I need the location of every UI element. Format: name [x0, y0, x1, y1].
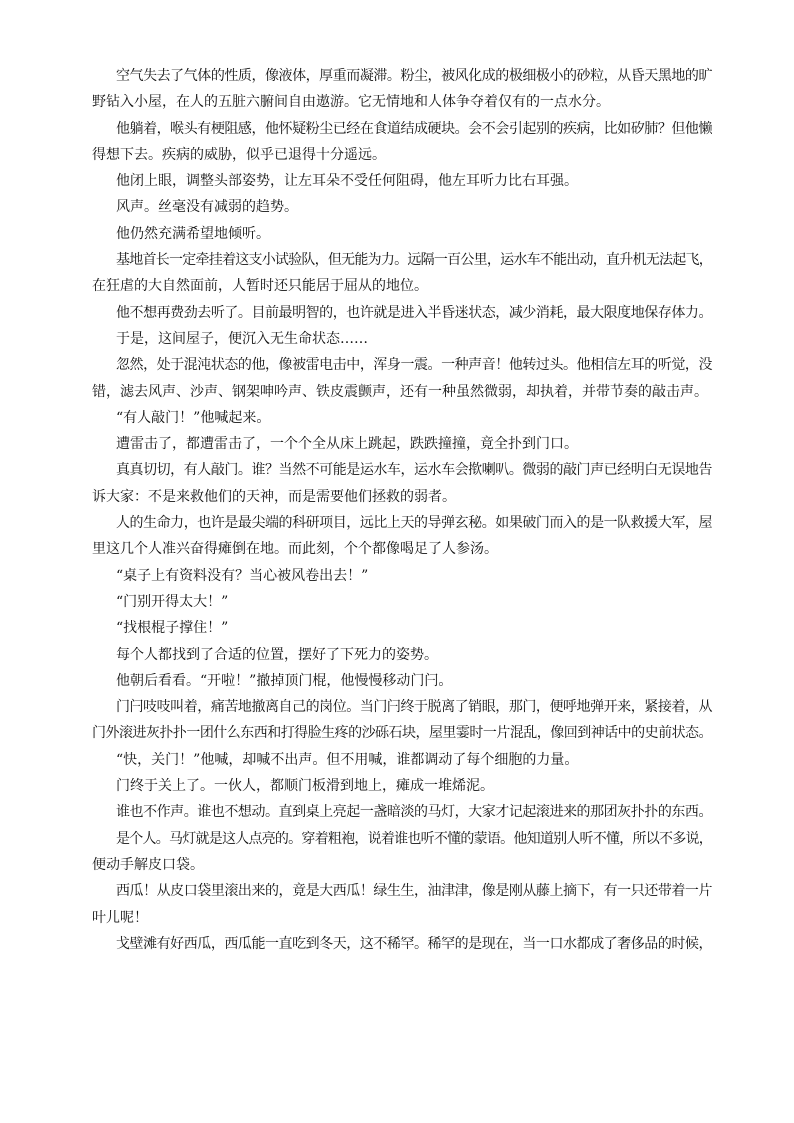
- text-line: “有人敲门！”他喊起来。: [116, 409, 271, 426]
- text-line: “门别开得太大！”: [116, 593, 229, 610]
- text-line: “桌子上有资料没有？当心被风卷出去！”: [116, 567, 369, 584]
- text-line: 忽然，处于混沌状态的他，像被雷电击中，浑身一震。一种声音！他转过头。他相信左耳的听觉，没: [116, 357, 712, 374]
- text-line: 戈壁滩有好西瓜，西瓜能一直吃到冬天，这不稀罕。稀罕的是现在，当一口水都成了奢侈品的时候，: [116, 935, 712, 952]
- text-line: 空气失去了气体的性质，像液体，厚重而凝滞。粉尘，被风化成的极细极小的砂粒，从昏天黑地的旷: [116, 68, 712, 84]
- text-line: 他闭上眼，调整头部姿势，让左耳朵不受任何阻碍，他左耳听力比右耳强。: [116, 173, 578, 190]
- text-line: 他仍然充满希望地倾听。: [116, 225, 270, 242]
- text-line: 每个人都找到了合适的位置，摆好了下死力的姿势。: [116, 646, 438, 663]
- text-line: 是个人。马灯就是这人点亮的。穿着粗袍，说着谁也听不懂的蒙语。他知道别人听不懂，所以不多说，: [116, 830, 712, 847]
- text-line: 他躺着，喉头有梗阻感，他怀疑粉尘已经在食道结成硬块。会不会引起别的疾病，比如矽肺？但他懒: [116, 120, 712, 137]
- text-line: 门闩吱吱叫着，痛苦地撤离自己的岗位。当门闩终于脱离了销眼，那门，便呼地弹开来，紧接着，从: [116, 699, 712, 716]
- text-line: 西瓜！从皮口袋里滚出来的，竟是大西瓜！绿生生，油津津，像是刚从藤上摘下，有一只还带着一片: [116, 883, 712, 900]
- text-line: 错，滤去风声、沙声、钢架呻吟声、铁皮震颤声，还有一种虽然微弱，却执着，并带节奏的敲击声。: [92, 383, 708, 400]
- text-line: 他朝后看看。“开啦！”撤掉顶门棍，他慢慢移动门闩。: [116, 672, 453, 689]
- text-line: 门外滚进灰扑扑一团什么东西和打得脸生疼的沙砾石块，屋里霎时一片混乱，像回到神话中的史前状态。: [92, 725, 712, 742]
- text-line: “找根棍子撑住！”: [116, 620, 229, 637]
- text-line: 于是，这间屋子，便沉入无生命状态……: [116, 330, 368, 347]
- text-line: 遭雷击了，都遭雷击了，一个个全从床上跳起，跌跌撞撞，竟全扑到门口。: [116, 436, 578, 453]
- text-line: 门终于关上了。一伙人，都顺门板滑到地上，瘫成一堆烯泥。: [116, 778, 494, 795]
- text-line: 便动手解皮口袋。: [92, 856, 204, 873]
- text-line: 风声。丝毫没有减弱的趋势。: [116, 199, 298, 216]
- text-line: 叶儿呢！: [92, 909, 148, 926]
- text-line: 得想下去。疾病的威胁，似乎已退得十分遥远。: [92, 146, 386, 163]
- text-line: 人的生命力，也许是最尖端的科研项目，远比上天的导弹玄秘。如果破门而入的是一队救援大军，屋: [116, 515, 712, 532]
- article-body: [92, 63, 712, 957]
- text-line: 诉大家：不是来救他们的天神，而是需要他们拯救的弱者。: [92, 488, 456, 505]
- text-line: 基地首长一定牵挂着这支小试验队，但无能为力。远隔一百公里，运水车不能出动，直升机无法起飞，: [116, 252, 712, 269]
- text-line: 在狂虐的大自然面前，人暂时还只能居于屈从的地位。: [92, 278, 428, 295]
- text-line: 真真切切，有人敲门。谁？当然不可能是运水车，运水车会揿喇叭。微弱的敲门声已经明白无误地告: [116, 462, 712, 479]
- text-line: “快，关门！”他喊，却喊不出声。但不用喊，谁都调动了每个细胞的力量。: [116, 751, 579, 768]
- text-line: 野钻入小屋，在人的五脏六腑间自由遨游。它无情地和人体争夺着仅有的一点水分。: [92, 94, 610, 111]
- text-line: 他不想再费劲去听了。目前最明智的，也许就是进入半昏迷状态，减少消耗，最大限度地保存体力。: [116, 304, 712, 321]
- text-line: 里这几个人准兴奋得瘫倒在地。而此刻，个个都像喝足了人参汤。: [92, 541, 498, 558]
- text-line: 谁也不作声。谁也不想动。直到桌上亮起一盏暗淡的马灯，大家才记起滚进来的那团灰扑扑的东西。: [116, 804, 712, 821]
